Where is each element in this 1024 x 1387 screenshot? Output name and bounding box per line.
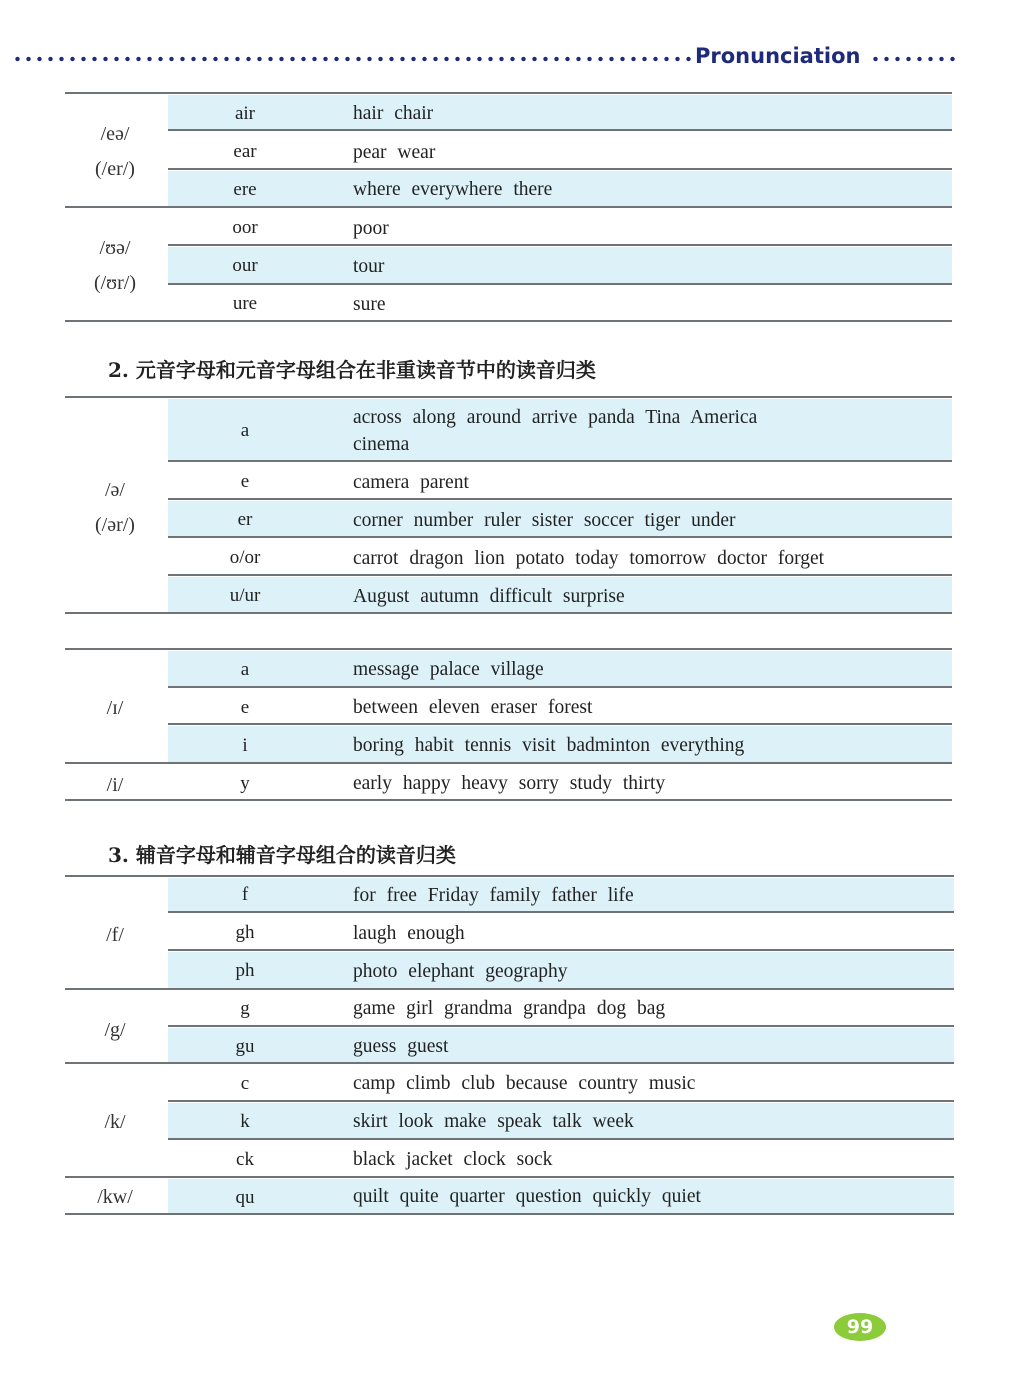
ipa-symbol: /ɪ/ — [106, 697, 124, 719]
table-rule — [65, 1176, 954, 1178]
table-rule — [168, 244, 952, 246]
example-words: August autumn difficult surprise — [353, 586, 625, 607]
example-words: across along around arrive panda Tina America — [353, 407, 758, 428]
table-rule — [65, 612, 952, 614]
example-words: between eleven eraser forest — [353, 697, 593, 718]
spelling: er — [237, 509, 253, 530]
spelling: c — [240, 1073, 250, 1094]
spelling: k — [240, 1111, 250, 1132]
example-words: laugh enough — [353, 923, 465, 944]
example-words: game girl grandma grandpa dog bag — [353, 998, 666, 1019]
spelling: our — [232, 255, 258, 276]
spelling: i — [242, 735, 248, 756]
spelling: ph — [235, 960, 255, 981]
example-words: cinema — [353, 434, 410, 455]
table-rule — [65, 875, 954, 877]
table-rule — [168, 1100, 954, 1102]
table-rule — [168, 911, 954, 913]
ipa-symbol: /kw/ — [97, 1186, 133, 1208]
ipa-symbol: (/ər/) — [95, 514, 135, 536]
example-words: camera parent — [353, 472, 469, 493]
table-rule — [168, 536, 952, 538]
table-rule — [65, 988, 954, 990]
table-rule — [65, 92, 952, 94]
spelling: oor — [232, 217, 258, 238]
spelling: g — [240, 998, 250, 1019]
dotted-rule — [870, 56, 960, 62]
ipa-symbol: /k/ — [104, 1111, 126, 1133]
spelling: ck — [236, 1149, 254, 1170]
table-rule — [65, 396, 952, 398]
example-words: hair chair — [353, 103, 434, 124]
table-rule — [65, 206, 952, 208]
ipa-symbol: /f/ — [106, 924, 124, 946]
table-rule — [168, 686, 952, 688]
header-title: Pronunciation — [695, 44, 861, 68]
section-title: 3. 辅音字母和辅音字母组合的读音归类 — [108, 843, 456, 867]
spelling: e — [240, 471, 250, 492]
table-rule — [65, 1062, 954, 1064]
table-rule — [65, 648, 952, 650]
running-header — [12, 44, 957, 72]
section-title: 2. 元音字母和元音字母组合在非重读音节中的读音归类 — [108, 358, 596, 382]
table-rule — [168, 574, 952, 576]
ipa-symbol: /eə/ — [100, 123, 130, 145]
ipa-symbol: (/ʊr/) — [93, 272, 137, 294]
table-rule — [65, 762, 952, 764]
table-rule — [168, 1025, 954, 1027]
spelling: ure — [232, 293, 258, 314]
table-rule — [168, 949, 954, 951]
ipa-symbol: /g/ — [104, 1019, 126, 1041]
table-rule — [168, 723, 952, 725]
table-rule — [168, 498, 952, 500]
example-words: guess guest — [353, 1036, 449, 1057]
ipa-symbol: /ʊə/ — [99, 237, 131, 259]
table-rule — [65, 1213, 954, 1215]
example-words: message palace village — [353, 659, 544, 680]
example-words: pear wear — [353, 142, 436, 163]
example-words: quilt quite quarter question quickly quiet — [353, 1186, 701, 1207]
table-rule — [168, 129, 952, 131]
spelling: y — [240, 773, 250, 794]
example-words: black jacket clock sock — [353, 1149, 553, 1170]
table-rule — [65, 799, 952, 801]
spelling: gh — [235, 922, 255, 943]
table-rule — [168, 1138, 954, 1140]
spelling: a — [240, 420, 250, 441]
example-words: photo elephant geography — [353, 961, 568, 982]
table-rule — [168, 168, 952, 170]
spelling: a — [240, 659, 250, 680]
example-words: for free Friday family father life — [353, 885, 634, 906]
table-rule — [65, 320, 952, 322]
example-words: skirt look make speak talk week — [353, 1111, 634, 1132]
ipa-symbol: /i/ — [106, 774, 124, 796]
spelling: u/ur — [229, 585, 261, 606]
spelling: gu — [235, 1036, 255, 1057]
spelling: o/or — [229, 547, 261, 568]
example-words: where everywhere there — [353, 179, 553, 200]
spelling: qu — [235, 1187, 255, 1208]
spelling: ear — [233, 141, 257, 162]
example-words: poor — [353, 218, 389, 239]
dotted-rule — [12, 56, 692, 62]
example-words: corner number ruler sister soccer tiger under — [353, 510, 736, 531]
table-rule — [168, 283, 952, 285]
example-words: tour — [353, 256, 385, 277]
table-rule — [168, 460, 952, 462]
example-words: early happy heavy sorry study thirty — [353, 773, 666, 794]
spelling: f — [241, 884, 249, 905]
ipa-symbol: (/er/) — [95, 158, 135, 180]
example-words: camp climb club because country music — [353, 1073, 696, 1094]
page-number-badge: 99 — [834, 1313, 886, 1341]
spelling: air — [234, 103, 256, 124]
spelling: e — [240, 697, 250, 718]
example-words: carrot dragon lion potato today tomorrow doctor forget — [353, 548, 825, 569]
spelling: ere — [233, 179, 257, 200]
example-words: sure — [353, 294, 386, 315]
example-words: boring habit tennis visit badminton everything — [353, 735, 745, 756]
ipa-symbol: /ə/ — [105, 479, 125, 501]
